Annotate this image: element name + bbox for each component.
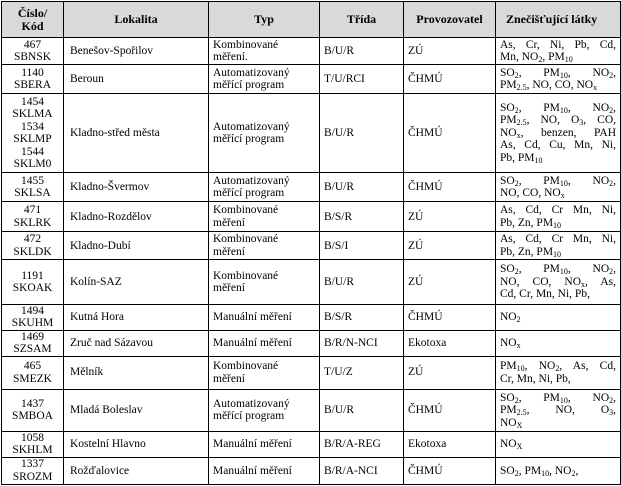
pollutant-text: As, Cd, Cu, Mn, Ni, bbox=[500, 139, 616, 152]
cell-code bbox=[2, 304, 64, 330]
pollutant-subscript: 2 bbox=[538, 55, 543, 65]
pollutant-subscript: 2 bbox=[514, 105, 519, 115]
pollutant-text: Pb, Zn, PM bbox=[500, 245, 554, 258]
pollutant-text: , NO bbox=[567, 66, 610, 79]
cell-pollutants bbox=[496, 356, 621, 389]
pollutant-text: Cr, Mn, Ni, Pb, bbox=[500, 372, 571, 385]
station-code-line: 1494 bbox=[21, 304, 44, 317]
pollutant-subscript: 10 bbox=[553, 249, 562, 259]
pollutant-subscript: 2 bbox=[514, 468, 519, 478]
pollutant-line bbox=[500, 152, 616, 165]
pollutant-text: Pb, Zn, PM bbox=[500, 216, 554, 229]
station-code-line: 465 bbox=[23, 360, 42, 373]
cell-class: B/R/N-NCI bbox=[320, 330, 404, 356]
cell-code bbox=[2, 38, 64, 65]
pollutant-line bbox=[500, 404, 616, 417]
pollutant-text: As, Cd, Cr Mn, Ni, bbox=[500, 204, 616, 217]
table-row bbox=[2, 173, 621, 202]
pollutant-text: , As, bbox=[585, 275, 616, 288]
cell-type bbox=[209, 260, 320, 304]
pollutant-text: NO bbox=[500, 336, 517, 349]
cell-location: Kostelní Hlavno bbox=[64, 431, 209, 457]
station-code-line: SZSAM bbox=[13, 343, 52, 356]
cell-operator: ČHMÚ bbox=[404, 94, 496, 173]
pollutant-subscript: 10 bbox=[559, 267, 568, 277]
pollutant-subscript: 10 bbox=[559, 395, 568, 405]
cell-code bbox=[2, 389, 64, 431]
pollutant-text: SO bbox=[500, 263, 515, 276]
station-code-line: SBERA bbox=[13, 79, 52, 92]
pollutant-text: , bbox=[613, 404, 616, 417]
pollutant-subscript: x bbox=[516, 340, 521, 350]
type-line: měření. bbox=[213, 51, 248, 64]
cell-pollutants bbox=[496, 202, 621, 232]
cell-operator: ZÚ bbox=[404, 260, 496, 304]
pollutant-line bbox=[500, 311, 616, 324]
pollutant-subscript: 2 bbox=[514, 178, 519, 188]
station-code-line: SKLM0 bbox=[13, 158, 52, 171]
pollutant-text: , NO bbox=[524, 360, 556, 373]
pollutant-subscript: 10 bbox=[553, 220, 562, 230]
cell-type bbox=[209, 232, 320, 260]
pollutant-line bbox=[500, 51, 616, 64]
cell-pollutants bbox=[496, 457, 621, 484]
pollutant-text: , PM bbox=[542, 51, 565, 64]
cell-location: Kladno-Švermov bbox=[64, 173, 209, 202]
cell-operator: ČHMÚ bbox=[404, 65, 496, 94]
cell-class: B/U/R bbox=[320, 94, 404, 173]
type-line: Automatizovaný bbox=[213, 174, 290, 187]
type-line: Kombinované bbox=[213, 360, 279, 373]
pollutant-text: , CO, bbox=[583, 114, 616, 127]
pollutant-text: , NO bbox=[567, 391, 610, 404]
cell-pollutants bbox=[496, 94, 621, 173]
cell-pollutants bbox=[496, 330, 621, 356]
cell-code bbox=[2, 260, 64, 304]
station-code-line: 1469 bbox=[21, 330, 44, 343]
header-class: Třída bbox=[320, 2, 404, 38]
table-row bbox=[2, 431, 621, 457]
pollutant-subscript: 2.5 bbox=[516, 118, 527, 128]
cell-code bbox=[2, 431, 64, 457]
cell-code bbox=[2, 356, 64, 389]
pollutant-subscript: 2 bbox=[609, 105, 614, 115]
table-row bbox=[2, 232, 621, 260]
cell-operator: Ekotoxa bbox=[404, 330, 496, 356]
type-line: měření bbox=[213, 372, 245, 385]
pollutant-text: , bbox=[613, 263, 616, 276]
pollutant-subscript: 10 bbox=[559, 70, 568, 80]
pollutant-line bbox=[500, 217, 616, 230]
pollutant-subscript: 2.5 bbox=[516, 408, 527, 418]
pollutant-line bbox=[500, 102, 616, 115]
cell-pollutants bbox=[496, 431, 621, 457]
cell-location: Kladno-Rozdělov bbox=[64, 202, 209, 232]
table-row bbox=[2, 356, 621, 389]
pollutant-subscript: 2 bbox=[514, 395, 519, 405]
pollutant-text: , NO, O bbox=[526, 114, 580, 127]
pollutant-line bbox=[500, 246, 616, 259]
station-code-line: SKLMP bbox=[13, 133, 52, 146]
cell-class: B/S/R bbox=[320, 202, 404, 232]
cell-class: B/U/R bbox=[320, 389, 404, 431]
pollutant-text: PM bbox=[500, 79, 517, 92]
cell-type bbox=[209, 330, 320, 356]
table-row bbox=[2, 389, 621, 431]
pollutant-line bbox=[500, 373, 616, 386]
pollutant-subscript: x bbox=[593, 83, 598, 93]
cell-location: Beroun bbox=[64, 65, 209, 94]
pollutant-line bbox=[500, 465, 616, 478]
cell-operator: ČHMÚ bbox=[404, 457, 496, 484]
station-code-line: SMBOA bbox=[12, 410, 53, 423]
cell-pollutants bbox=[496, 38, 621, 65]
station-code-line: SKOAK bbox=[12, 282, 53, 295]
pollutant-subscript: 10 bbox=[516, 364, 525, 374]
cell-location: Benešov-Spořilov bbox=[64, 38, 209, 65]
pollutant-line bbox=[500, 187, 616, 200]
pollutant-subscript: 2 bbox=[514, 267, 519, 277]
pollutant-subscript: 3 bbox=[579, 118, 584, 128]
station-code-line: SKLMA bbox=[12, 108, 53, 121]
pollutant-text: As, Cr, Ni, Pb, Cd, bbox=[500, 38, 616, 51]
pollutant-subscript: x bbox=[560, 191, 565, 201]
cell-class: B/U/R bbox=[320, 173, 404, 202]
cell-type bbox=[209, 431, 320, 457]
pollutant-text: SO bbox=[500, 174, 515, 187]
cell-class: B/U/R bbox=[320, 38, 404, 65]
pollutant-text: PM bbox=[500, 114, 517, 127]
station-code-line: 471 bbox=[23, 204, 42, 217]
cell-operator: ČHMÚ bbox=[404, 304, 496, 330]
pollutant-text: , NO bbox=[549, 464, 572, 477]
pollutant-text: , NO, CO, NO bbox=[526, 79, 594, 92]
station-code-line: 1058 bbox=[21, 431, 44, 444]
table-row bbox=[2, 260, 621, 304]
pollutant-text: , PM bbox=[518, 66, 560, 79]
pollutant-text: As, Cd, Cr Mn, Ni, bbox=[500, 233, 616, 246]
pollutant-text: NO bbox=[500, 310, 517, 323]
pollutant-line bbox=[500, 39, 616, 52]
station-code-line: 467 bbox=[23, 38, 42, 51]
pollutant-text: , NO bbox=[567, 263, 610, 276]
station-code-line: 1544 bbox=[21, 145, 44, 158]
type-line: měření bbox=[213, 216, 245, 229]
pollutant-line bbox=[500, 337, 616, 350]
cell-pollutants bbox=[496, 304, 621, 330]
pollutant-text: NO, CO, NO bbox=[500, 187, 561, 200]
pollutant-subscript: 2 bbox=[609, 395, 614, 405]
type-line: měřící program bbox=[213, 133, 285, 146]
station-code-line: SKLSA bbox=[14, 187, 51, 200]
pollutant-text: , PM bbox=[518, 101, 560, 114]
pollutant-text: SO bbox=[500, 101, 515, 114]
station-code-line: SKLRK bbox=[13, 216, 52, 229]
pollutant-text: , bbox=[613, 66, 616, 79]
pollutant-text: , As, Cd, bbox=[559, 360, 616, 373]
station-code-line: 1191 bbox=[21, 269, 44, 282]
cell-location: Kutná Hora bbox=[64, 304, 209, 330]
cell-type bbox=[209, 356, 320, 389]
pollutant-line bbox=[500, 392, 616, 405]
pollutant-text: , NO bbox=[567, 174, 610, 187]
pollutant-line bbox=[500, 127, 616, 140]
pollutant-line bbox=[500, 276, 616, 289]
type-line: měřící program bbox=[213, 410, 285, 423]
pollutant-text: PM bbox=[500, 404, 517, 417]
header-type: Typ bbox=[209, 2, 320, 38]
table-row bbox=[2, 94, 621, 173]
cell-code bbox=[2, 173, 64, 202]
pollutant-subscript: x bbox=[516, 130, 521, 140]
pollutant-text: NO bbox=[500, 416, 517, 429]
pollutant-text: PM bbox=[500, 360, 517, 373]
type-line: Automatizovaný bbox=[213, 120, 290, 133]
station-code-line: SROZM bbox=[12, 470, 53, 483]
table-row bbox=[2, 65, 621, 94]
type-line: měření bbox=[213, 282, 245, 295]
type-line: Kombinované bbox=[213, 38, 279, 51]
pollutant-subscript: X bbox=[516, 442, 523, 452]
cell-type bbox=[209, 304, 320, 330]
pollutant-subscript: 2 bbox=[609, 178, 614, 188]
header-operator: Provozovatel bbox=[404, 2, 496, 38]
cell-type bbox=[209, 65, 320, 94]
pollutant-line bbox=[500, 417, 616, 430]
pollutant-subscript: 10 bbox=[541, 468, 550, 478]
type-line: měřící program bbox=[213, 79, 285, 92]
type-line: Automatizovaný bbox=[213, 66, 290, 79]
type-line: Kombinované bbox=[213, 269, 279, 282]
table-row bbox=[2, 38, 621, 65]
pollutant-text: , PM bbox=[518, 464, 542, 477]
cell-code bbox=[2, 457, 64, 484]
station-code-line: 1454 bbox=[21, 95, 44, 108]
cell-type bbox=[209, 38, 320, 65]
table-row bbox=[2, 457, 621, 484]
pollutant-subscript: x bbox=[581, 279, 586, 289]
pollutant-line bbox=[500, 438, 616, 451]
type-line: Kombinované bbox=[213, 233, 279, 246]
pollutant-line bbox=[500, 288, 616, 301]
cell-location: Kladno-střed města bbox=[64, 94, 209, 173]
cell-code bbox=[2, 330, 64, 356]
type-line: měření bbox=[213, 245, 245, 258]
header-code-line: Kód bbox=[21, 18, 44, 33]
station-code-line: SMEZK bbox=[13, 372, 52, 385]
station-code-line: 1337 bbox=[21, 458, 44, 471]
station-code-line: 1140 bbox=[21, 66, 44, 79]
cell-type bbox=[209, 173, 320, 202]
header-row bbox=[2, 2, 621, 38]
type-line: Manuální měření bbox=[213, 464, 292, 477]
monitoring-stations-table bbox=[1, 1, 621, 485]
cell-location: Kolín-SAZ bbox=[64, 260, 209, 304]
cell-location: Kladno-Dubí bbox=[64, 232, 209, 260]
pollutant-line bbox=[500, 79, 616, 92]
pollutant-subscript: 2 bbox=[609, 70, 614, 80]
cell-class: B/S/I bbox=[320, 232, 404, 260]
cell-pollutants bbox=[496, 232, 621, 260]
station-code-line: 1455 bbox=[21, 174, 44, 187]
pollutant-line bbox=[500, 233, 616, 246]
station-code-line: 472 bbox=[23, 233, 42, 246]
header-location: Lokalita bbox=[64, 2, 209, 38]
pollutant-subscript: 10 bbox=[559, 105, 568, 115]
header-code-line: Číslo/ bbox=[17, 5, 48, 20]
pollutant-line bbox=[500, 204, 616, 217]
pollutant-subscript: 10 bbox=[534, 155, 543, 165]
type-line: Manuální měření bbox=[213, 310, 292, 323]
pollutant-text: NO, CO, NO bbox=[500, 275, 582, 288]
pollutant-subscript: 2 bbox=[514, 70, 519, 80]
type-line: Automatizovaný bbox=[213, 397, 290, 410]
station-code-line: SKUHM bbox=[11, 317, 54, 330]
pollutant-subscript: 2 bbox=[516, 314, 521, 324]
pollutant-text: NO bbox=[500, 438, 517, 451]
pollutant-text: SO bbox=[500, 464, 515, 477]
pollutant-text: , NO, O bbox=[526, 404, 610, 417]
cell-type bbox=[209, 202, 320, 232]
pollutant-line bbox=[500, 67, 616, 80]
cell-pollutants bbox=[496, 65, 621, 94]
pollutant-text: , bbox=[613, 174, 616, 187]
pollutant-subscript: X bbox=[516, 420, 523, 430]
cell-operator: ČHMÚ bbox=[404, 389, 496, 431]
cell-class: B/R/A-NCI bbox=[320, 457, 404, 484]
cell-code bbox=[2, 202, 64, 232]
pollutant-text: , benzen, PAH bbox=[520, 126, 616, 139]
header-code bbox=[2, 2, 64, 38]
pollutant-text: Cd, Cr, Mn, Ni, Pb, bbox=[500, 288, 590, 301]
header-pollutants: Znečišťující látky bbox=[496, 2, 621, 38]
cell-operator: ČHMÚ bbox=[404, 173, 496, 202]
cell-pollutants bbox=[496, 173, 621, 202]
station-code-line: 1534 bbox=[21, 120, 44, 133]
cell-location: Mělník bbox=[64, 356, 209, 389]
pollutant-text: , bbox=[613, 391, 616, 404]
cell-operator: ZÚ bbox=[404, 356, 496, 389]
pollutant-line bbox=[500, 360, 616, 373]
table-body bbox=[2, 38, 621, 485]
table-row bbox=[2, 330, 621, 356]
pollutant-text: NO bbox=[500, 126, 517, 139]
pollutant-text: Mn, NO bbox=[500, 51, 539, 64]
pollutant-subscript: 2.5 bbox=[516, 83, 527, 93]
pollutant-subscript: 2 bbox=[571, 468, 576, 478]
pollutant-line bbox=[500, 263, 616, 276]
pollutant-subscript: 3 bbox=[609, 408, 614, 418]
cell-pollutants bbox=[496, 260, 621, 304]
pollutant-line bbox=[500, 139, 616, 152]
table-row bbox=[2, 304, 621, 330]
pollutant-line bbox=[500, 175, 616, 188]
pollutant-subscript: 2 bbox=[609, 267, 614, 277]
pollutant-text: SO bbox=[500, 66, 515, 79]
pollutant-subscript: 10 bbox=[559, 178, 568, 188]
pollutant-text: , PM bbox=[518, 263, 560, 276]
pollutant-line bbox=[500, 114, 616, 127]
cell-operator: ZÚ bbox=[404, 38, 496, 65]
type-line: měřící program bbox=[213, 187, 285, 200]
station-code-line: SKLDK bbox=[13, 245, 52, 258]
pollutant-text: , PM bbox=[518, 174, 560, 187]
cell-location: Rožďalovice bbox=[64, 457, 209, 484]
cell-operator: Ekotoxa bbox=[404, 431, 496, 457]
cell-code bbox=[2, 65, 64, 94]
pollutant-subscript: 10 bbox=[564, 55, 573, 65]
cell-code bbox=[2, 94, 64, 173]
cell-location: Mladá Boleslav bbox=[64, 389, 209, 431]
cell-class: T/U/Z bbox=[320, 356, 404, 389]
table-row bbox=[2, 202, 621, 232]
cell-pollutants bbox=[496, 389, 621, 431]
cell-type bbox=[209, 94, 320, 173]
cell-type bbox=[209, 389, 320, 431]
pollutant-text: SO bbox=[500, 391, 515, 404]
cell-class: B/U/R bbox=[320, 260, 404, 304]
pollutant-subscript: 2 bbox=[555, 364, 560, 374]
cell-type bbox=[209, 457, 320, 484]
pollutant-text: , PM bbox=[518, 391, 560, 404]
cell-class: B/R/A-REG bbox=[320, 431, 404, 457]
cell-class: T/U/RCI bbox=[320, 65, 404, 94]
cell-location: Zruč nad Sázavou bbox=[64, 330, 209, 356]
cell-code bbox=[2, 232, 64, 260]
cell-class: B/S/R bbox=[320, 304, 404, 330]
type-line: Manuální měření bbox=[213, 438, 292, 451]
pollutant-text: , bbox=[613, 101, 616, 114]
pollutant-text: Pb, PM bbox=[500, 151, 535, 164]
pollutant-text: , NO bbox=[567, 101, 610, 114]
station-code-line: SKHLM bbox=[12, 444, 53, 457]
pollutant-text: , bbox=[575, 464, 579, 477]
cell-operator: ZÚ bbox=[404, 232, 496, 260]
station-code-line: 1437 bbox=[21, 397, 44, 410]
cell-operator: ZÚ bbox=[404, 202, 496, 232]
type-line: Manuální měření bbox=[213, 336, 292, 349]
type-line: Kombinované bbox=[213, 204, 279, 217]
station-code-line: SBNSK bbox=[13, 51, 52, 64]
